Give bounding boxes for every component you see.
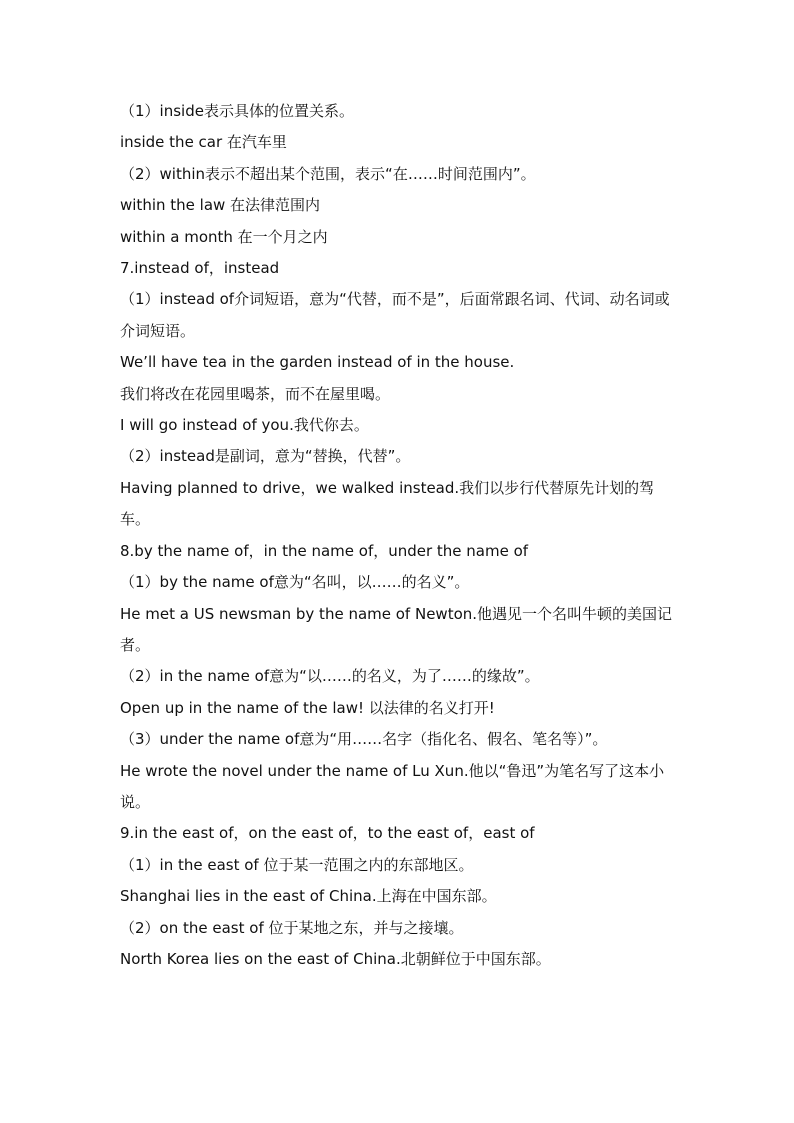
section-heading: 9.in the east of，on the east of，to the east of，east of xyxy=(120,824,535,843)
text-line: We’ll have tea in the garden instead of in the house. xyxy=(120,353,515,372)
text-line: （1）inside表示具体的位置关系。 xyxy=(120,102,354,120)
text-line: within the law 在法律范围内 xyxy=(120,196,321,215)
text-line: Having planned to drive，we walked instead.我们以步行代替原先计划的驾车。 xyxy=(120,478,655,529)
text-line: （3）under the name of意为“用……名字（指化名、假名、笔名等）”。 xyxy=(120,730,608,749)
text-line: Shanghai lies in the east of China.上海在中国东部。 xyxy=(120,887,497,906)
text-line: （2）in the name of意为“以……的名义，为了……的缘故”。 xyxy=(120,667,540,686)
text-line: （2）instead是副词，意为“替换，代替”。 xyxy=(120,447,411,466)
text-line: He met a US newsman by the name of Newton.他遇见一个名叫牛顿的美国记者。 xyxy=(120,604,673,654)
text-line: I will go instead of you.我代你去。 xyxy=(120,416,369,435)
text-line: （2）within表示不超出某个范围，表示“在……时间范围内”。 xyxy=(120,164,536,183)
text-line: Open up in the name of the law! 以法律的名义打开! xyxy=(120,698,495,717)
text-line: inside the car 在汽车里 xyxy=(120,133,287,152)
text-line: （1）instead of介词短语，意为“代替，而不是”，后面常跟名词、代词、动名词或介词短语。 xyxy=(120,290,670,340)
text-line: （2）on the east of 位于某地之东，并与之接壤。 xyxy=(120,918,464,937)
text-line: （1）by the name of意为“名叫，以……的名义”。 xyxy=(120,573,470,592)
document-body xyxy=(120,96,680,975)
text-line: North Korea lies on the east of China.北朝鲜位于中国东部。 xyxy=(120,949,551,968)
section-heading: 7.instead of，instead xyxy=(120,259,280,278)
text-line: He wrote the novel under the name of Lu Xun.他以“鲁迅”为笔名写了这本小说。 xyxy=(120,761,665,811)
text-line: （1）in the east of 位于某一范围之内的东部地区。 xyxy=(120,855,474,874)
text-line: 我们将改在花园里喝茶，而不在屋里喝。 xyxy=(120,384,391,403)
text-line: within a month 在一个月之内 xyxy=(120,227,328,246)
section-heading: 8.by the name of，in the name of，under the name of xyxy=(120,541,529,560)
